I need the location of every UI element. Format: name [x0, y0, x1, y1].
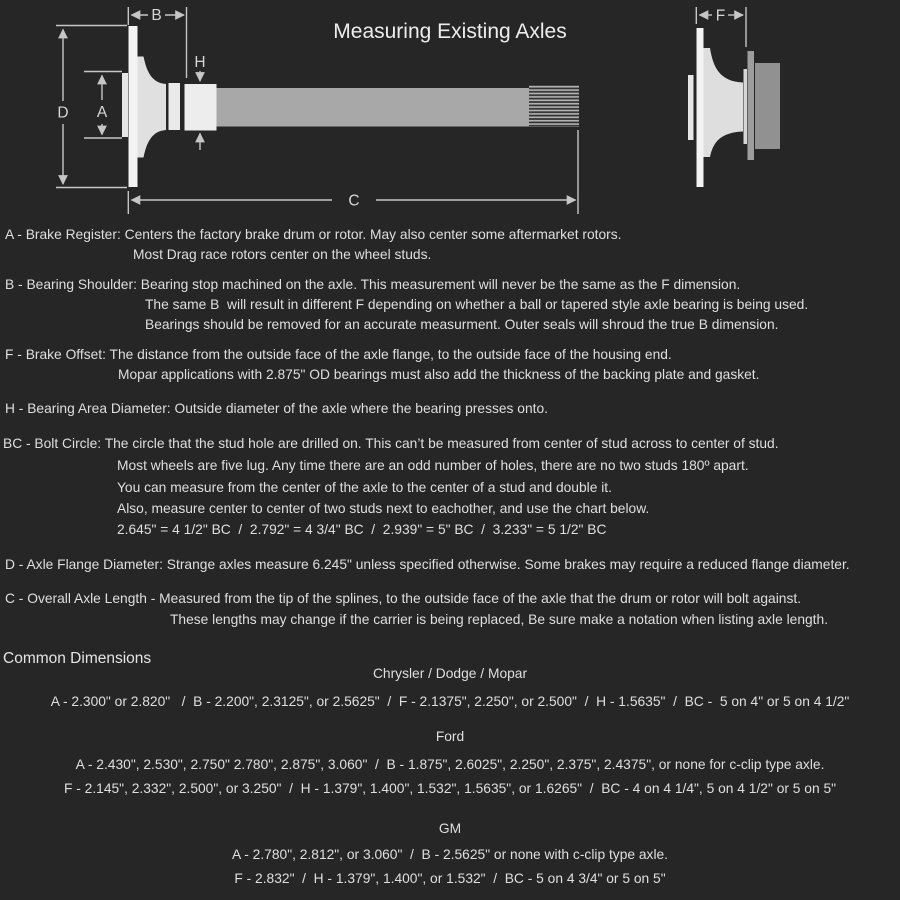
definition-a-line-1: A - Brake Register: Centers the factory brake drum or rotor. May also center some aftermarket rotors. [5, 227, 622, 242]
definition-c-line-2: These lengths may change if the carrier is being replaced, Be sure make a notation when listing axle length. [170, 612, 829, 627]
definition-d-line-1: D - Axle Flange Diameter: Strange axles measure 6.245" unless specified otherwise. Some brakes may require a reduced flange diameter. [5, 557, 850, 572]
definition-b-line-2: The same B will result in different F depending on whether a ball or tapered style axle bearing is being used. [145, 297, 809, 312]
axle-flange-shape-right [697, 28, 704, 187]
dim-label-b: B [151, 7, 162, 24]
retainer-plate-shape [748, 51, 755, 160]
definition-h-line-1: H - Bearing Area Diameter: Outside diameter of the axle where the bearing presses onto. [5, 401, 548, 416]
make-header-ford: Ford [435, 729, 465, 744]
ford-dimensions-line-2: F - 2.145", 2.332", 2.500", or 3.250" / H - 1.379", 1.400", 1.532", 1.5635", or 1.6265" / BC - 4 on 4 1/4", 5 on 4 1/2" or 5 on 5" [63, 781, 837, 796]
dim-label-f: F [715, 7, 726, 25]
dim-label-a: A [96, 104, 108, 121]
ford-dimensions-line-1: A - 2.430", 2.530", 2.750" 2.780", 2.875", 3.060" / B - 1.875", 2.6025", 2.250", 2.375", 2.4375", or none for c-clip type axle. [75, 757, 825, 772]
axle-shaft-shape [217, 88, 530, 127]
definition-f-line-2: Mopar applications with 2.875" OD bearings must also add the thickness of the backing plate and gasket. [118, 367, 760, 382]
page-title: Measuring Existing Axles [333, 20, 567, 43]
definition-bc-line-2: Most wheels are five lug. Any time there are an odd number of holes, there are no two studs 180º apart. [117, 458, 749, 473]
common-dimensions-heading: Common Dimensions [3, 650, 152, 667]
axle-bell-shape [138, 57, 167, 158]
axle-flange-shape [129, 26, 138, 187]
make-header-chrysler: Chrysler / Dodge / Mopar [372, 666, 528, 681]
bearing-shoulder-ring-shape [169, 83, 181, 130]
axle-splines-shape [529, 85, 579, 127]
definition-bc-line-4: Also, measure center to center of two studs next to eachother, and use the chart below. [117, 501, 650, 516]
definition-bc-line-1: BC - Bolt Circle: The circle that the stud hole are drilled on. This can’t be measured from center of stud across to center of stud. [3, 436, 779, 451]
bearing-face-plate-shape [744, 69, 748, 144]
bearing-area-shape [185, 84, 217, 131]
housing-end-shape [755, 63, 780, 149]
definition-b-line-1: B - Bearing Shoulder: Bearing stop machined on the axle. This measurement will never be the same as the F dimension. [5, 277, 741, 292]
dim-label-d: D [57, 104, 69, 122]
dim-label-h: H [194, 54, 206, 71]
dim-label-c: C [348, 192, 360, 210]
make-header-gm: GM [438, 821, 462, 836]
axle-bell-shape-right [704, 48, 744, 157]
definition-bc-chart-line: 2.645" = 4 1/2" BC / 2.792" = 4 3/4" BC / 2.939" = 5" BC / 3.233" = 5 1/2" BC [117, 522, 607, 537]
definition-f-line-1: F - Brake Offset: The distance from the outside face of the axle flange, to the outside face of the housing end. [5, 347, 672, 362]
brake-register-shape [122, 73, 128, 137]
definition-c-line-1: C - Overall Axle Length - Measured from the tip of the splines, to the outside face of the axle that the drum or rotor will bolt against. [5, 591, 802, 606]
definition-a-line-2: Most Drag race rotors center on the wheel studs. [133, 247, 432, 262]
chrysler-dimensions-line: A - 2.300" or 2.820" / B - 2.200", 2.3125", or 2.5625" / F - 2.1375", 2.250", or 2.500" / H - 1.5635" / BC - 5 on 4" or 5 on 4 1/2" [50, 694, 850, 709]
gm-dimensions-line-2: F - 2.832" / H - 1.379", 1.400", or 1.532" / BC - 5 on 4 3/4" or 5 on 5" [234, 871, 666, 886]
definition-b-line-3: Bearings should be removed for an accurate measurment. Outer seals will shroud the true B dimension. [145, 317, 779, 332]
definition-bc-line-3: You can measure from the center of the axle to the center of a stud and double it. [117, 480, 612, 495]
gm-dimensions-line-1: A - 2.780", 2.812", or 3.060" / B - 2.5625" or none with c-clip type axle. [231, 847, 669, 862]
brake-register-shape-right [688, 75, 694, 140]
